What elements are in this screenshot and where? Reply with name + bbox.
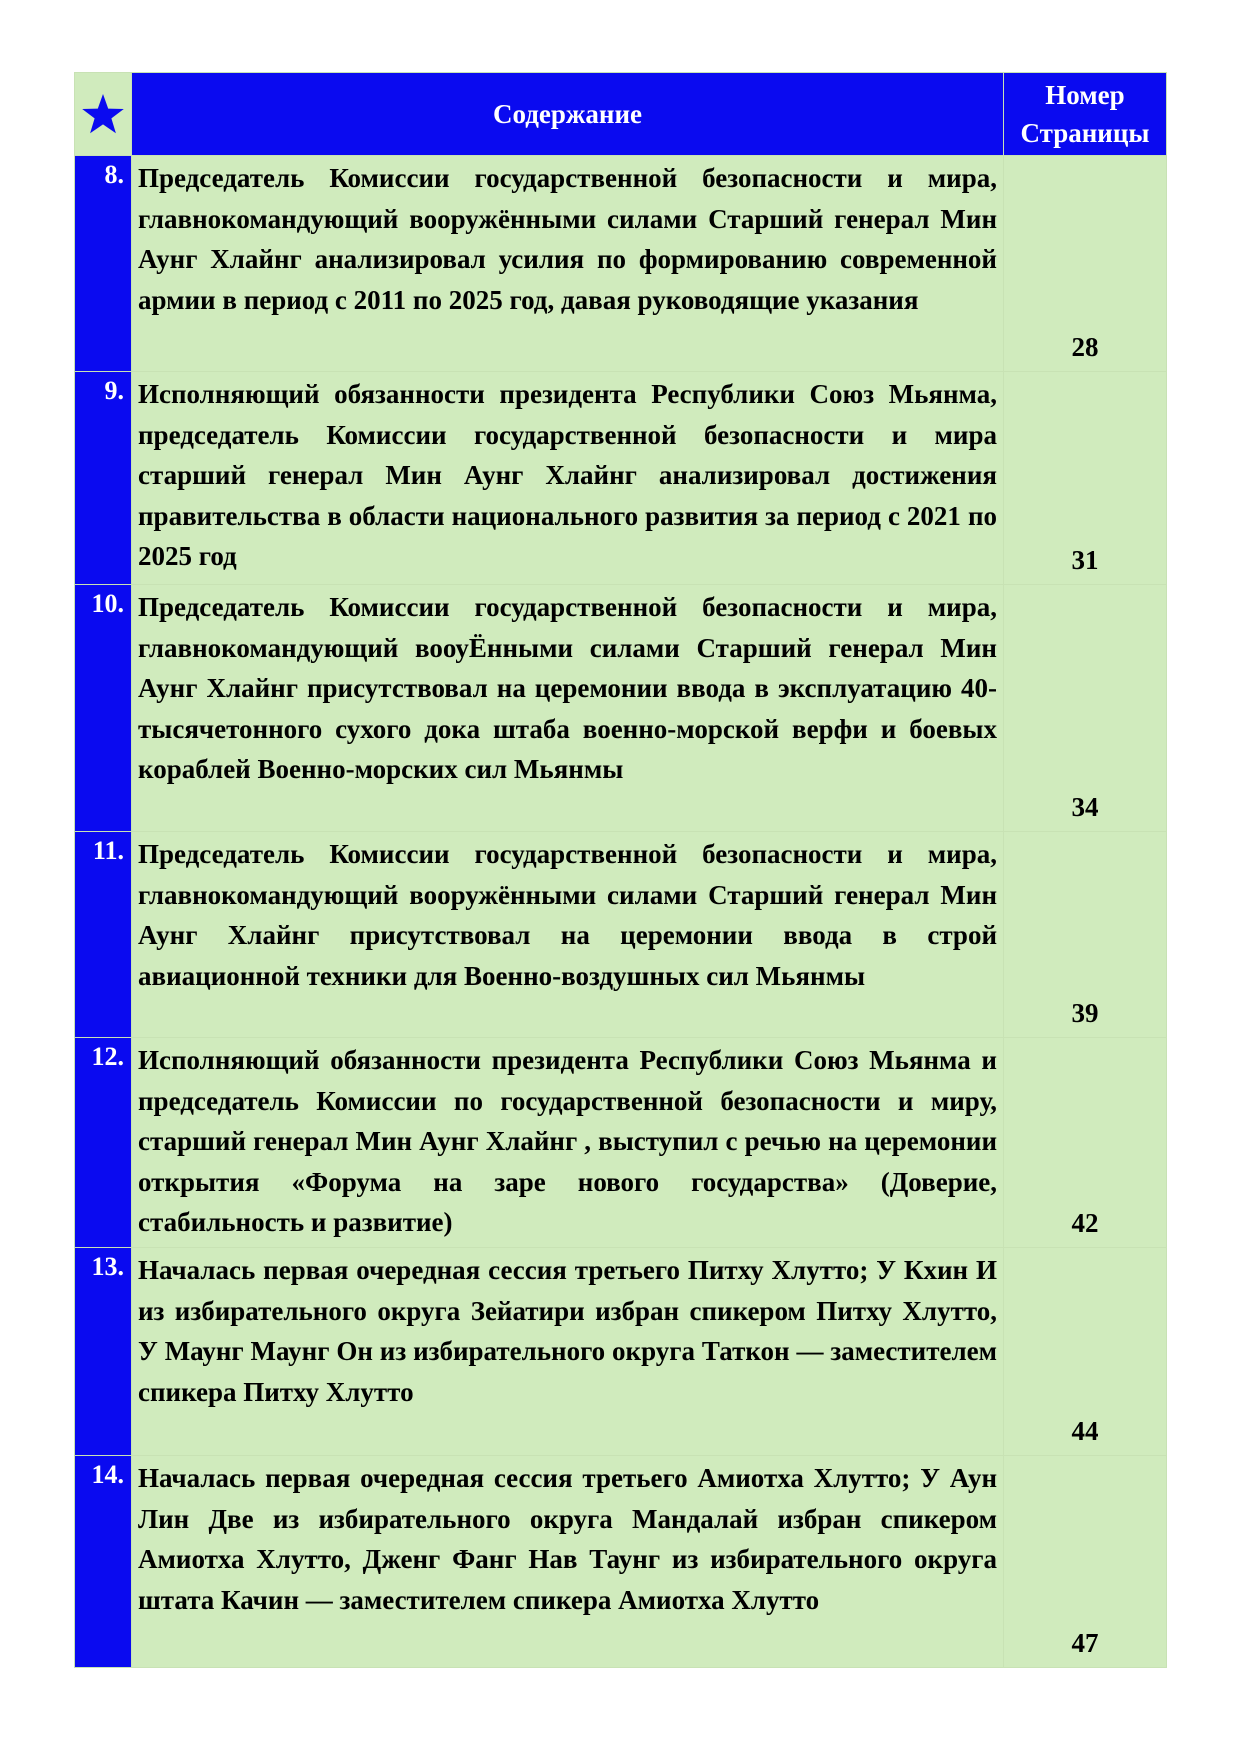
toc-row: [75, 585, 1167, 832]
entry-title[interactable]: Председатель Комиссии государственной безопасности и мира, главнокомандующий вооуЁнными силами Старший генерал Мин Аунг Хлайнг присутствовал на церемонии ввода в эксплуатацию 40-тысячетонного сухого дока штаба военно-морской верфи и боевых кораблей Военно-морских сил Мьянмы: [132, 585, 1004, 832]
entry-page-number[interactable]: 39: [1004, 832, 1167, 1038]
entry-page-number[interactable]: 42: [1004, 1038, 1167, 1248]
entry-title[interactable]: Председатель Комиссии государственной безопасности и мира, главнокомандующий вооружёнными силами Старший генерал Мин Аунг Хлайнг анализировал усилия по формированию современной армии в период с 2011 по 2025 год, давая руководящие указания: [132, 156, 1004, 372]
entry-number: 13.: [75, 1248, 132, 1456]
page-number-header-line1: Номер: [1045, 80, 1125, 110]
entry-page-number[interactable]: 31: [1004, 372, 1167, 585]
entry-number: 14.: [75, 1456, 132, 1668]
toc-row: [75, 372, 1167, 585]
entry-page-number[interactable]: 28: [1004, 156, 1167, 372]
toc-row: [75, 1248, 1167, 1456]
entry-number: 8.: [75, 156, 132, 372]
entry-number: 12.: [75, 1038, 132, 1248]
entry-page-number[interactable]: 44: [1004, 1248, 1167, 1456]
entry-title[interactable]: Исполняющий обязанности президента Республики Союз Мьянма и председатель Комиссии по государственной безопасности и миру, старший генерал Мин Аунг Хлайнг , выступил с речью на церемонии открытия «Форума на заре нового государства» (Доверие, стабильность и развитие): [132, 1038, 1004, 1248]
toc-row: [75, 1038, 1167, 1248]
entry-page-number[interactable]: 34: [1004, 585, 1167, 832]
entry-number: 10.: [75, 585, 132, 832]
table-header-row: [75, 73, 1167, 156]
contents-header: Содержание: [132, 73, 1004, 156]
entry-number: 11.: [75, 832, 132, 1038]
entry-title[interactable]: Председатель Комиссии государственной безопасности и мира, главнокомандующий вооружёнными силами Старший генерал Мин Аунг Хлайнг присутствовал на церемонии ввода в строй авиационной техники для Военно-воздушных сил Мьянмы: [132, 832, 1004, 1038]
entry-title[interactable]: Началась первая очередная сессия третьего Амиотха Хлутто; У Аун Лин Две из избирательного округа Мандалай избран спикером Амиотха Хлутто, Дженг Фанг Нав Таунг из избирательного округа штата Качин — заместителем спикера Амиотха Хлутто: [132, 1456, 1004, 1668]
toc-row: [75, 832, 1167, 1038]
toc-row: [75, 156, 1167, 372]
toc-row: [75, 1456, 1167, 1668]
table-of-contents: [74, 72, 1167, 1668]
star-icon: [81, 93, 125, 135]
page-number-header-line2: Страницы: [1020, 118, 1150, 148]
entry-title[interactable]: Началась первая очередная сессия третьего Питху Хлутто; У Кхин И из избирательного округа Зейатири избран спикером Питху Хлутто, У Маунг Маунг Он из избирательного округа Таткон — заместителем спикера Питху Хлутто: [132, 1248, 1004, 1456]
star-header-cell: [75, 73, 132, 156]
entry-title[interactable]: Исполняющий обязанности президента Республики Союз Мьянма, председатель Комиссии государственной безопасности и мира старший генерал Мин Аунг Хлайнг анализировал достижения правительства в области национального развития за период с 2021 по 2025 год: [132, 372, 1004, 585]
entry-page-number[interactable]: 47: [1004, 1456, 1167, 1668]
entry-number: 9.: [75, 372, 132, 585]
page-number-header: [1004, 73, 1167, 156]
